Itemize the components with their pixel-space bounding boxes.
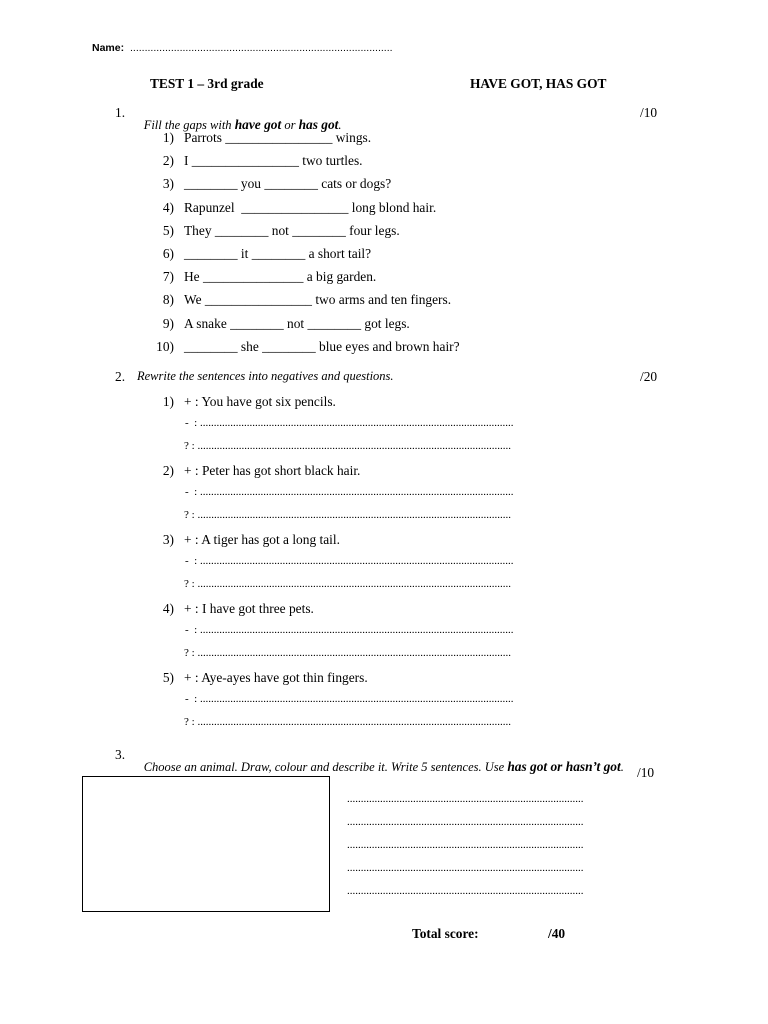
negative-answer-line[interactable]: - : .................................................................................................................. bbox=[185, 417, 514, 429]
exercise3-number: 3. bbox=[115, 747, 126, 762]
gap-sentence[interactable]: ________ she ________ blue eyes and brown hair? bbox=[184, 338, 460, 354]
topic-title: HAVE GOT, HAS GOT bbox=[470, 76, 607, 91]
description-line[interactable]: ...................................................................................... bbox=[347, 885, 584, 897]
total-score-label: Total score: bbox=[412, 926, 479, 941]
gap-item-number: 7) bbox=[162, 269, 174, 285]
gap-item-number: 8) bbox=[162, 292, 174, 308]
instruction-text: . bbox=[620, 760, 624, 775]
gap-sentence[interactable]: A snake ________ not ________ got legs. bbox=[184, 315, 410, 331]
exercise1-number: 1. bbox=[115, 105, 126, 120]
instruction-keyword: has got or hasn’t got bbox=[507, 759, 621, 775]
description-line[interactable]: ...................................................................................... bbox=[347, 862, 584, 874]
description-line[interactable]: ...................................................................................... bbox=[347, 793, 584, 805]
test-title: TEST 1 – 3rd grade bbox=[150, 76, 264, 91]
gap-sentence[interactable]: ________ it ________ a short tail? bbox=[184, 246, 372, 261]
name-field[interactable]: .......................................................................................... bbox=[130, 42, 393, 54]
negative-answer-line[interactable]: - : .................................................................................................................. bbox=[185, 693, 514, 705]
description-line[interactable]: ...................................................................................... bbox=[347, 816, 584, 828]
negative-answer-line[interactable]: - : .................................................................................................................. bbox=[185, 486, 514, 498]
drawing-box[interactable] bbox=[82, 776, 330, 912]
gap-sentence[interactable]: Parrots ________________ wings. bbox=[184, 130, 372, 145]
gap-sentence[interactable]: They ________ not ________ four legs. bbox=[184, 222, 400, 238]
exercise2-score: /20 bbox=[640, 369, 658, 384]
exercise2-instruction: Rewrite the sentences into negatives and questions. bbox=[137, 369, 394, 383]
gap-item-number: 2) bbox=[162, 153, 174, 169]
gap-item-number: 3) bbox=[162, 176, 174, 192]
gap-sentence[interactable]: We ________________ two arms and ten fingers. bbox=[184, 292, 452, 308]
gap-sentence[interactable]: Rapunzel ________________ long blond hair. bbox=[184, 199, 437, 215]
rewrite-item-number: 3) bbox=[162, 532, 174, 547]
exercise2-number: 2. bbox=[115, 369, 126, 384]
name-label: Name: bbox=[92, 42, 125, 54]
question-answer-line[interactable]: ? : .................................................................................................................. bbox=[184, 716, 511, 728]
instruction-text: Choose an animal. Draw, colour and describe it. Write 5 sentences. Use bbox=[143, 760, 508, 775]
positive-sentence: + : A tiger has got a long tail. bbox=[184, 532, 340, 547]
description-line[interactable]: ...................................................................................... bbox=[347, 839, 584, 851]
exercise1-score: /10 bbox=[640, 105, 658, 120]
negative-answer-line[interactable]: - : .................................................................................................................. bbox=[185, 624, 514, 636]
question-answer-line[interactable]: ? : .................................................................................................................. bbox=[184, 440, 511, 452]
positive-sentence: + : Peter has got short black hair. bbox=[184, 463, 361, 478]
gap-item-number: 9) bbox=[162, 315, 174, 331]
question-answer-line[interactable]: ? : .................................................................................................................. bbox=[184, 509, 511, 521]
gap-item-number: 1) bbox=[162, 130, 174, 145]
instruction-text: Fill the gaps with bbox=[143, 118, 235, 133]
gap-sentence[interactable]: He _______________ a big garden. bbox=[184, 269, 377, 285]
instruction-text: or bbox=[281, 118, 299, 133]
exercise3-instruction bbox=[137, 747, 624, 774]
rewrite-item-number: 1) bbox=[162, 394, 174, 409]
gap-item-number: 10) bbox=[156, 338, 174, 354]
gap-item-number: 5) bbox=[162, 222, 174, 238]
rewrite-item-number: 2) bbox=[162, 463, 174, 478]
instruction-keyword-has-got: has got bbox=[298, 117, 339, 133]
exercise1-instruction bbox=[137, 105, 342, 132]
rewrite-item-number: 4) bbox=[162, 601, 174, 616]
gap-item-number: 6) bbox=[162, 246, 174, 261]
gap-sentence[interactable]: I ________________ two turtles. bbox=[184, 153, 363, 169]
positive-sentence: + : You have got six pencils. bbox=[184, 394, 336, 409]
question-answer-line[interactable]: ? : .................................................................................................................. bbox=[184, 647, 511, 659]
exercise3-score: /10 bbox=[637, 765, 655, 780]
instruction-text: . bbox=[338, 118, 342, 133]
question-answer-line[interactable]: ? : .................................................................................................................. bbox=[184, 578, 511, 590]
positive-sentence: + : I have got three pets. bbox=[184, 601, 314, 616]
total-score-value: /40 bbox=[548, 926, 566, 941]
negative-answer-line[interactable]: - : .................................................................................................................. bbox=[185, 555, 514, 567]
gap-sentence[interactable]: ________ you ________ cats or dogs? bbox=[184, 176, 392, 192]
positive-sentence: + : Aye-ayes have got thin fingers. bbox=[184, 670, 368, 685]
rewrite-item-number: 5) bbox=[162, 670, 174, 685]
instruction-keyword-have-got: have got bbox=[234, 117, 282, 133]
gap-item-number: 4) bbox=[162, 199, 174, 215]
